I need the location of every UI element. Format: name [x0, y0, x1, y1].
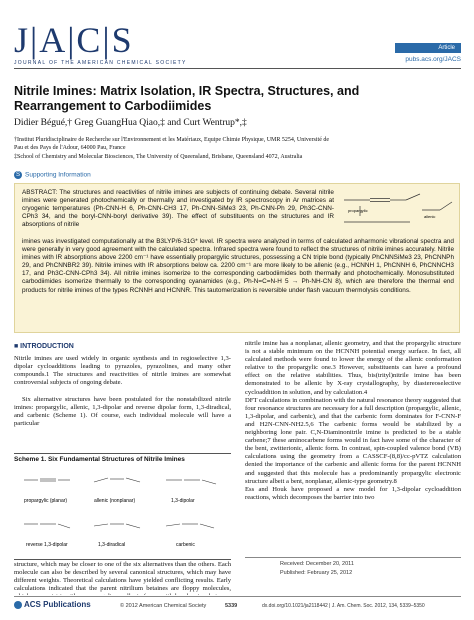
- published-date: Published: February 25, 2012: [280, 570, 353, 576]
- supporting-info-link[interactable]: [14, 171, 91, 179]
- article-title: Nitrile Imines: Matrix Isolation, IR Spectra, Structures, and Rearrangement to Carbodiimides: [14, 84, 360, 113]
- journal-logo: J|A|C|S: [14, 20, 134, 60]
- scheme-label-diradical: 1,3-diradical: [98, 542, 126, 548]
- toc-graphic: [340, 190, 456, 230]
- scheme-1-structures: [16, 468, 229, 556]
- supporting-info-label: Supporting Information: [25, 171, 91, 179]
- page-number: 5339: [225, 603, 238, 609]
- author-list: Didier Bégué,† Greg GuangHua Qiao,‡ and Curt Wentrup*,‡: [14, 118, 247, 128]
- acs-icon: [14, 601, 22, 609]
- scheme-label-dipolar: 1,3-dipolar: [171, 498, 195, 504]
- article-type-tab: Article: [395, 43, 461, 53]
- scheme-1-title: Scheme 1. Six Fundamental Structures of Nitrile Imines: [14, 456, 185, 463]
- affiliation-1b: Pau et des Pays de l'Adour, 64000 Pau, France: [14, 145, 126, 151]
- acs-publications-logo: [14, 600, 91, 609]
- affiliation-1a: †Institut Pluridisciplinaire de Recherche sur l'Environnement et les Matériaux, Equipe Chimie Physique, UMR 5254, Université de: [14, 137, 330, 143]
- intro-paragraph-1: Nitrile imines are used widely in organic synthesis and in regioselective 1,3-dipolar cycloadditions leading to pyrazoles, pyrazolines, and many other compounds.1 The structures and reactivities of nitrile imines are somewhat controversial subjects of ongoing debate.: [14, 355, 231, 387]
- dates-divider: [245, 557, 461, 558]
- footer-divider: [14, 596, 461, 597]
- header-divider: [14, 68, 461, 69]
- scheme-label-carbenic: carbenic: [176, 542, 195, 548]
- affiliation-2: ‡School of Chemistry and Molecular Biosciences, The University of Queensland, Brisbane, Queensland 4072, Australia: [14, 154, 303, 160]
- toc-label-propargylic: propargylic: [348, 208, 368, 213]
- left-column-continued: structure, which may be closer to one of the six alternatives than the others. Each molecule can also be described by several canonical structures, which may have different weights. Theoretical calculations have yielded conflicting results. Early calculations indicated that the parent nitrilium betaines are floppy molecules,: [14, 561, 231, 593]
- abstract-lead: ABSTRACT: The structures and reactivities of nitrile imines are subjects of continuing debate. Several nitrile imines were generated photochemically or thermally and investigated by IR spectroscopy in Ar matrices at cryogenic temperatures (Ph-CNN-H 6, Ph-CNN-CH3 17, Ph-CNN-SiMe3 23, Ph-CNN-Ph 29, Ph3C-CNN-CPh3 34, and the boryl-CNN-boryl derivative 39). The effect of substituents on the structures and IR absorptions of nitrile: [22, 189, 334, 229]
- received-date: Received: December 20, 2011: [280, 561, 354, 567]
- journal-url-link[interactable]: pubs.acs.org/JACS: [405, 56, 461, 63]
- copyright: © 2012 American Chemical Society: [120, 603, 207, 609]
- journal-subtitle: JOURNAL OF THE AMERICAN CHEMICAL SOCIETY: [14, 60, 187, 66]
- scheme-label-reverse-dipolar: reverse 1,3-dipolar: [26, 542, 68, 548]
- right-column-text: nitrile imine has a nonplanar, allenic geometry, and that the propargylic structure is not a stable minimum on the HCNNH potential energy surface. In fact, all calculated methods were found to lower the energy of the allenic conformation relative to the propargylic one.3 However, substituents can have a profound effect on the relative stabilities. Thus, bis(trityl)nitrile imine has been demonstrated to be allenic by X-ray crystallography, by diastereoselective cycloaddition in solution, and by calculation.4 DFT calculations in combination with the natural resonance theory suggested that four resonance structures are necessary for a full description (propargylic, allenic, 1,3-dipolar, and carbenic), and that the carbenic form dominates for F-CNN-F and H2N-CNN-NH2.5,6 The carbenic forms would be stabilized by a neighboring lone pair. C,N-Diaminonitrile imine is predicted to be a stable carbene;7 these aminocarbene forms would in fact have some of the character of the bent, zwitterionic, allenic form. In contrast, spin-coupled valence bond (VB) calculations using the geometry from a CASSCF-(8,8)/cc-pVTZ calculation denied the importance of the carbenic and allenic forms for the parent HCNNH and suggested that this molecule has a predominantly propargylic electronic structure albeit a bent, nonplanar, allenic-type geometry.8 Ess and Houk have proposed a new model for 1,3-dipolar cycloaddition reactions, which decomposes the barrier into two: [245, 340, 461, 501]
- publisher-label: ACS Publications: [24, 600, 91, 609]
- scheme-label-allenic: allenic (nonplanar): [94, 498, 136, 504]
- abstract-body: imines was investigated computationally at the B3LYP/6-31G* level. IR spectra were analyzed in terms of calculated anharmonic vibrational spectra and were generally in very good agreement with the calculated spectra. Infrared spectra were found to reflect the structures of nitrile imines accurately. Nitrile imines with IR absorptions above 2200 cm⁻¹ have essentially propargylic structures, possessing a CN triple bond (typically PhCNNSiMe3 23, PhCNNPh 29, and PhCNNBR2 39). Nitrile imines with IR absorptions below ca. 2200 cm⁻¹ are more likely to be allenic (e.g., HCNNH 1, PhCNNH 6, PhCNNCH3 17, and Ph3C-CNN-CPh3 34). All nitrile imines isomerize to the corresponding carbodiimides both thermally and photochemically. Monosubstituted carbodiimides isomerize thermally to the corresponding cyanamides (e.g., Ph-N=C=N-H 5 → Ph-NH-CN 8), which are therefore the thermal end products for nitrile imines of the types RCNNH and HCNNR. This tautomerization is reversible under flash vacuum thermolysis conditions.: [22, 238, 454, 294]
- toc-label-allenic: allenic: [424, 214, 436, 219]
- section-heading-introduction: ■ INTRODUCTION: [14, 343, 74, 350]
- doi-citation[interactable]: dx.doi.org/10.1021/ja2118442 | J. Am. Chem. Soc. 2012, 134, 5339–5350: [262, 603, 425, 609]
- info-icon: S: [15, 172, 20, 178]
- scheme-label-propargylic: propargylic (planar): [24, 498, 68, 504]
- intro-paragraph-2: Six alternative structures have been postulated for the nonstabilized nitrile imines: propargylic, allenic, 1,3-dipolar and reverse dipolar form, 1,3-diradical, and carbenic (Scheme 1). Of course, each individual molecule will have a particular: [14, 396, 231, 428]
